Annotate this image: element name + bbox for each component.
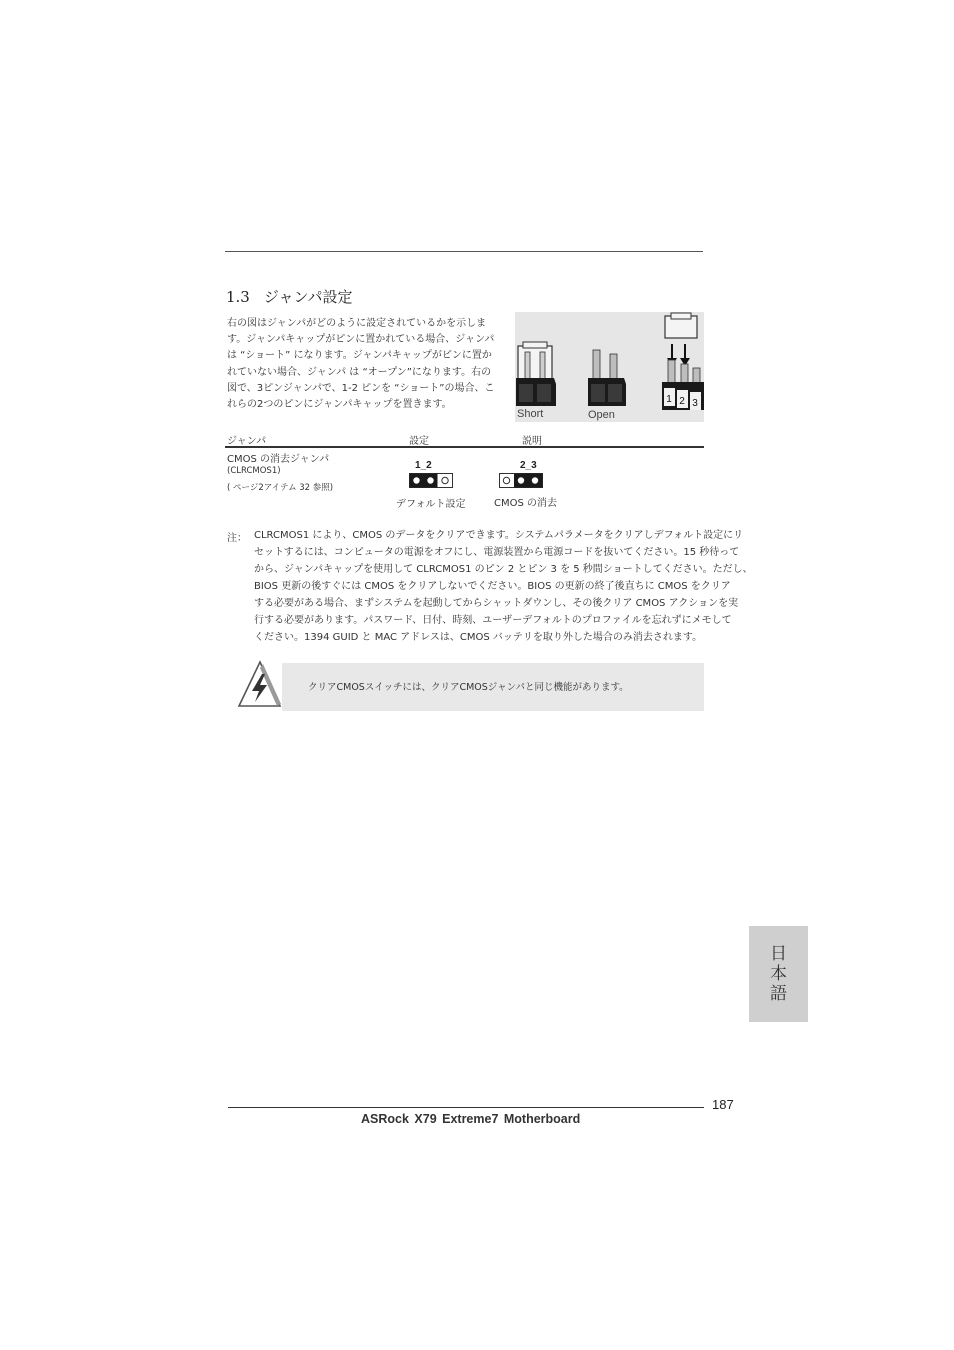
jumper-1-2-icon — [409, 473, 453, 489]
jumper-illustration — [515, 312, 704, 422]
jumper-diagram — [515, 312, 704, 422]
language-tab-text: 日本語 — [770, 944, 787, 1004]
header-description: 説明 — [522, 436, 542, 447]
top-rule — [225, 251, 703, 252]
section-title-text: ジャンパ設定 — [263, 288, 353, 306]
pin-number: 1 — [666, 394, 672, 405]
jumper-code: (CLRCMOS1) — [227, 466, 281, 476]
intro-line: は “ショート” になります。ジャンパキャップがピンに置か — [227, 350, 492, 362]
note-mark: 注： — [227, 533, 247, 544]
note-line: BIOS 更新の後すぐには CMOS をクリアしないでください。BIOS の更新の終了後直ちに CMOS をクリア — [254, 581, 731, 592]
note-line: する必要がある場合、まずシステムを起動してからシャットダウンし、その後クリア CMOS アクションを実 — [254, 598, 739, 609]
section-number: 1.3 — [226, 288, 250, 306]
intro-line: れていない場合、ジャンパ は “オープン”になります。右の — [227, 366, 492, 378]
note-line: ください。1394 GUID と MAC アドレスは、CMOS バッテリを取り外した場合のみ消去されます。 — [254, 632, 703, 643]
note-line: 行する必要があります。パスワード、日付、時刻、ユーザーデフォルトのプロファイルを忘れずにメモして — [254, 615, 732, 626]
page-number: 187 — [712, 1097, 734, 1112]
pin-number: 3 — [692, 398, 698, 409]
jumper-reference: ( ページ2アイテム 32 参照) — [227, 483, 334, 493]
note-line: CLRCMOS1 により、CMOS のデータをクリアできます。システムパラメータをクリアしデフォルト設定にリ — [254, 530, 744, 541]
warning-icon — [236, 660, 282, 710]
short-label: Short — [517, 408, 544, 420]
caution-text: クリアCMOSスイッチには、クリアCMOSジャンパと同じ機能があります。 — [308, 682, 629, 693]
intro-line: す。ジャンパキャップがピンに置かれている場合、ジャンパ — [227, 334, 495, 346]
pin-number: 2 — [679, 396, 685, 407]
note-line: から、ジャンパキャップを使用して CLRCMOS1 のピン 2 とピン 3 を 5 秒間ショートしてください。ただし、 — [254, 564, 753, 575]
note-line: セットするには、コンピュータの電源をオフにし、電源装置から電源コードを抜いてください。15 秒待って — [254, 547, 740, 558]
open-label: Open — [588, 409, 615, 421]
setting1-pin-label: 1_2 — [415, 460, 432, 471]
product-name: ASRock X79 Extreme7 Motherboard — [361, 1112, 581, 1126]
setting2-pin-label: 2_3 — [520, 460, 537, 471]
section-title — [226, 286, 353, 307]
open-jumper — [588, 350, 626, 406]
setting1-caption: デフォルト設定 — [396, 499, 466, 510]
jumper-2-3-icon — [499, 473, 543, 489]
jumper-name: CMOS の消去ジャンパ — [227, 454, 330, 465]
three-pin-jumper — [662, 313, 704, 410]
table-header-rule — [225, 446, 704, 448]
short-jumper — [516, 342, 556, 406]
language-tab-label — [749, 944, 808, 1004]
language-tab — [749, 926, 808, 1022]
header-jumper: ジャンパ — [227, 436, 267, 447]
intro-paragraph — [227, 316, 503, 413]
footer-rule — [228, 1107, 704, 1108]
setting2-caption: CMOS の消去 — [494, 498, 558, 509]
intro-line: 右の図はジャンパがどのように設定されているかを示しま — [227, 318, 487, 329]
intro-line: 図で、3ピンジャンパで、1-2 ピンを “ショート”の場合、こ — [227, 382, 495, 394]
note-body — [254, 527, 753, 646]
intro-line: れらの2つのピンにジャンパキャップを置きます。 — [227, 399, 452, 411]
header-setting: 設定 — [409, 436, 429, 447]
